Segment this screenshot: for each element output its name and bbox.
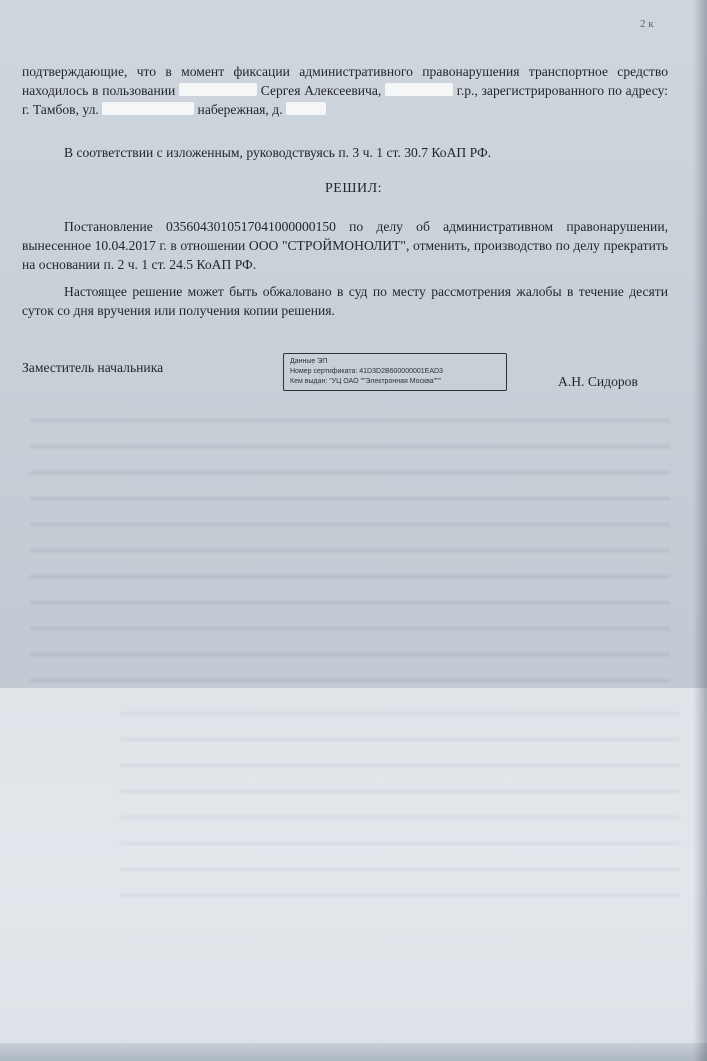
page-number: 2 к xyxy=(640,18,654,30)
paragraph-grounds xyxy=(22,143,668,162)
bleed-through-text xyxy=(30,405,670,705)
paragraph-appeal: Настоящее решение может быть обжаловано в суд по месту рассмотрения жалобы в течение десяти суток со дня вручения или получения копии решения. xyxy=(22,284,668,318)
paragraph-text: В соответствии с изложенным, руководствуясь п. 3 ч. 1 ст. 30.7 КоАП РФ. xyxy=(64,145,492,160)
electronic-signature-stamp xyxy=(283,353,507,391)
redaction-house xyxy=(286,102,326,115)
paragraph-decision: Постановление 0356043010517041000000150 по делу об административном правонарушении, вынесенное 10.04.2017 г. в отношении ООО "СТРОЙМОНОЛИТ", отменить, производство по делу прекратить на основании п. 2 ч. 1 ст. 24.5 КоАП РФ. xyxy=(22,219,668,272)
signer-title: Заместитель начальника xyxy=(22,360,164,375)
paragraph-vehicle-usage xyxy=(22,62,668,119)
paragraph-text: набережная, д. xyxy=(194,102,286,117)
page-shadow xyxy=(693,0,707,1061)
bleed-through-text-lower xyxy=(120,698,680,918)
redaction-street xyxy=(102,102,194,115)
redaction-surname xyxy=(179,83,257,96)
paragraph-text: г.р., зарегистрированного по адресу: г. Тамбов, ул. xyxy=(22,83,668,117)
sheet-edge xyxy=(0,1043,707,1061)
stamp-certificate-number: Номер сертификата: 41D3D2B600000001EAD3 xyxy=(290,368,443,375)
decision-heading: РЕШИЛ: xyxy=(325,181,382,196)
paragraph-text: Сергея Алексеевича, xyxy=(257,83,386,98)
signer-name: А.Н. Сидоров xyxy=(558,374,638,389)
stamp-issuer: Кем выдан: "УЦ ОАО ""Электронная Москва""" xyxy=(290,378,442,385)
redaction-birthdate xyxy=(385,83,453,96)
stamp-line: Данные ЭП xyxy=(290,358,328,365)
lower-sheet xyxy=(0,688,707,1061)
paragraph-text: подтверждающие, что в момент фиксации административного правонарушения транспортное средство находилось в пользовании xyxy=(22,64,668,98)
